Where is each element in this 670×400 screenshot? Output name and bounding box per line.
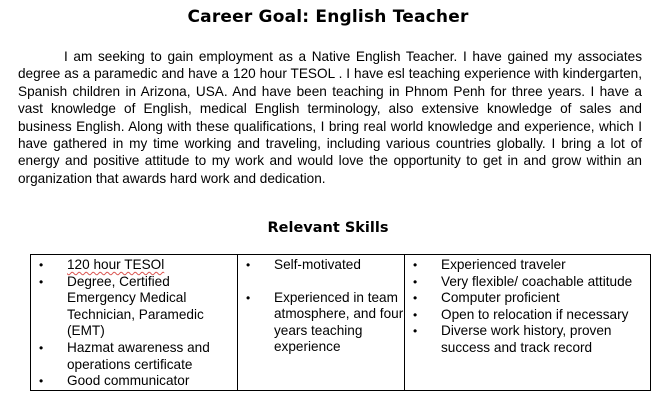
skill-item [31,373,237,390]
bullet-icon: • [413,307,418,322]
skill-text: Experienced traveler [441,257,566,272]
skill-item [405,323,650,356]
skill-text: Hazmat awareness and operations certificate [67,339,210,372]
skill-text: 120 hour TESOl [67,257,165,272]
skills-list-2 [238,257,404,356]
bullet-icon: • [39,274,44,289]
bullet-icon: • [39,258,44,272]
bullet-icon: • [413,291,418,306]
skill-item [31,340,237,373]
skill-item [405,274,650,291]
skills-column-2 [238,255,405,391]
skill-item [31,274,237,340]
skill-item [405,257,650,274]
skill-text: Open to relocation if necessary [441,306,629,322]
skill-text: Diverse work history, proven success and track record [441,323,612,355]
page-title: Career Goal: English Teacher [187,7,469,27]
bullet-icon: • [246,258,251,272]
skill-text: Very flexible/ coachable attitude [441,273,633,289]
skills-list-1 [31,257,237,390]
skill-item [238,257,404,274]
skill-text: Experienced in team atmosphere, and four years teaching experience [274,289,404,355]
bullet-icon: • [413,258,418,272]
bullet-icon: • [413,324,418,339]
skills-list-3 [405,257,650,357]
career-objective-paragraph: I am seeking to gain employment as a Native English Teacher. I have gained my associates degree as a paramedic and have a 120 hour TESOL . I have esl teaching experience with kindergarten, Spanish children in Arizona, USA. And have been teaching in Phnom Penh for three years. I have a vast knowledge of English, medical English terminology, also extensive knowledge of sales and business English. Along with these qualifications, I bring real world knowledge and experience, which I have gathered in my time working and traveling, including various countries globally. I bring a lot of energy and positive attitude to my work and would love the opportunity to get in and grow within an organization that awards hard work and dedication. [18,49,642,186]
bullet-icon: • [39,374,44,389]
skill-item [31,257,237,274]
skills-column-1 [31,255,238,391]
skills-table [30,254,651,391]
skill-item [238,290,404,356]
skill-text: Self-motivated [274,257,361,272]
bullet-icon: • [246,290,251,305]
skill-text: Computer proficient [441,290,560,306]
skill-item [405,290,650,307]
skills-heading: Relevant Skills [267,220,389,236]
skill-text: Degree, Certified Emergency Medical Technician, Paramedic (EMT) [67,273,204,339]
skill-text: Good communicator [67,373,190,389]
bullet-icon: • [39,340,44,355]
bullet-icon: • [413,274,418,289]
skill-item [405,307,650,324]
skills-row [31,255,651,391]
skills-column-3 [405,255,651,391]
